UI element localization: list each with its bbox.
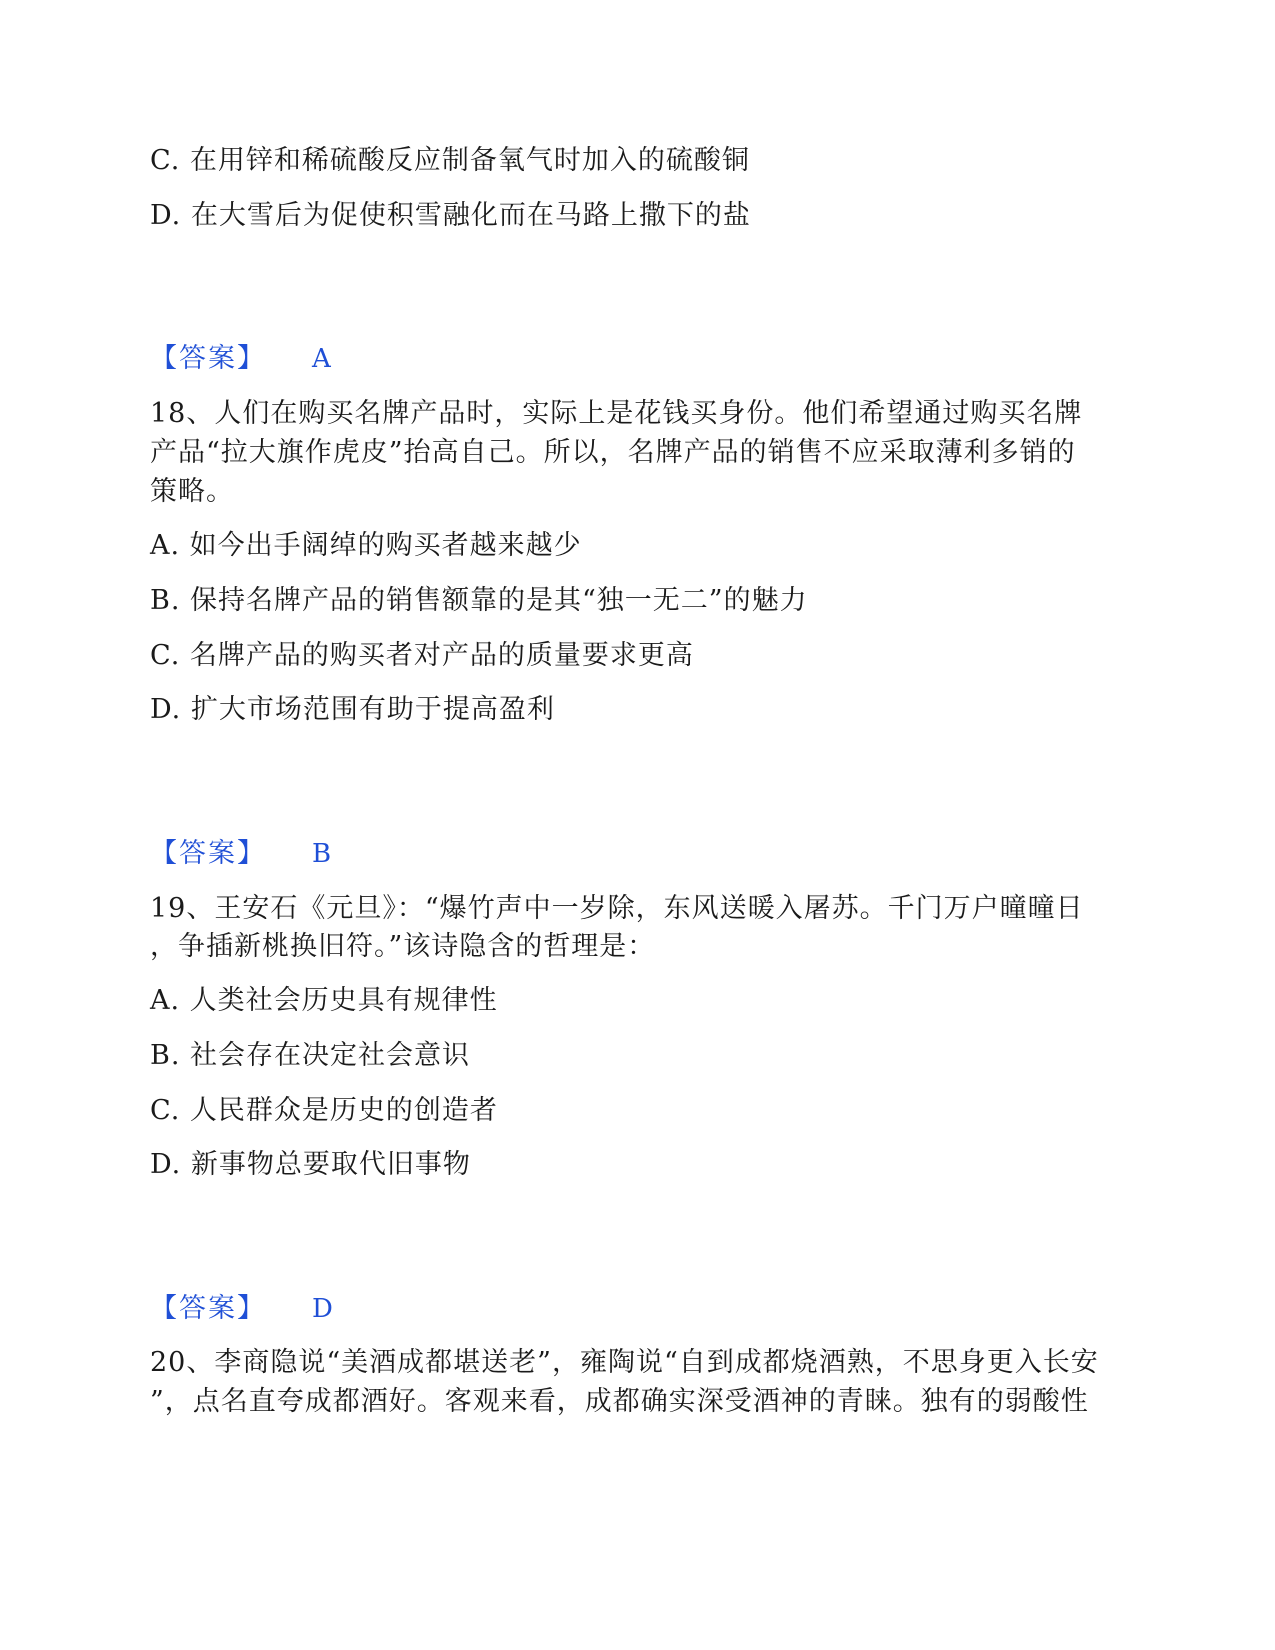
answer-label: 【答案】 (150, 1293, 266, 1324)
q18-stem-line-3: 策略。 (150, 476, 234, 507)
q17-option-c: C. 在用锌和稀硫酸反应制备氧气时加入的硫酸铜 (150, 145, 750, 176)
q18-answer (150, 838, 331, 870)
q18-option-a: A. 如今出手阔绰的购买者越来越少 (150, 530, 582, 561)
q17-answer (150, 343, 331, 375)
q19-stem-line-1: 19、王安石《元旦》：“爆竹声中一岁除，东风送暖入屠苏。千门万户曈曈日 (150, 893, 1084, 924)
q19-answer (150, 1293, 333, 1325)
q18-option-b: B. 保持名牌产品的销售额靠的是其“独一无二”的魅力 (150, 585, 808, 616)
q19-stem-line-2: ，争插新桃换旧符。”该诗隐含的哲理是： (150, 931, 656, 962)
q18-stem-line-1: 18、人们在购买名牌产品时，实际上是花钱买身份。他们希望通过购买名牌 (150, 398, 1083, 429)
answer-value: A (312, 344, 331, 374)
answer-label: 【答案】 (150, 343, 266, 374)
answer-value: B (312, 839, 332, 869)
q18-stem-line-2: 产品“拉大旗作虎皮”抬高自己。所以，名牌产品的销售不应采取薄利多销的 (150, 437, 1076, 468)
q17-option-d: D. 在大雪后为促使积雪融化而在马路上撒下的盐 (150, 200, 751, 231)
q18-option-d: D. 扩大市场范围有助于提高盈利 (150, 694, 555, 725)
q20-stem-line-2: ”，点名直夸成都酒好。客观来看，成都确实深受酒神的青睐。独有的弱酸性 (150, 1386, 1089, 1417)
q19-option-b: B. 社会存在决定社会意识 (150, 1040, 471, 1071)
q20-stem-line-1: 20、李商隐说“美酒成都堪送老”，雍陶说“自到成都烧酒熟，不思身更入长安 (150, 1347, 1099, 1378)
q18-option-c: C. 名牌产品的购买者对产品的质量要求更高 (150, 640, 694, 671)
q19-option-c: C. 人民群众是历史的创造者 (150, 1095, 498, 1126)
q19-option-d: D. 新事物总要取代旧事物 (150, 1149, 471, 1180)
q19-option-a: A. 人类社会历史具有规律性 (150, 985, 498, 1016)
answer-label: 【答案】 (150, 838, 266, 869)
answer-value: D (312, 1294, 333, 1324)
document-page (150, 0, 1150, 1650)
